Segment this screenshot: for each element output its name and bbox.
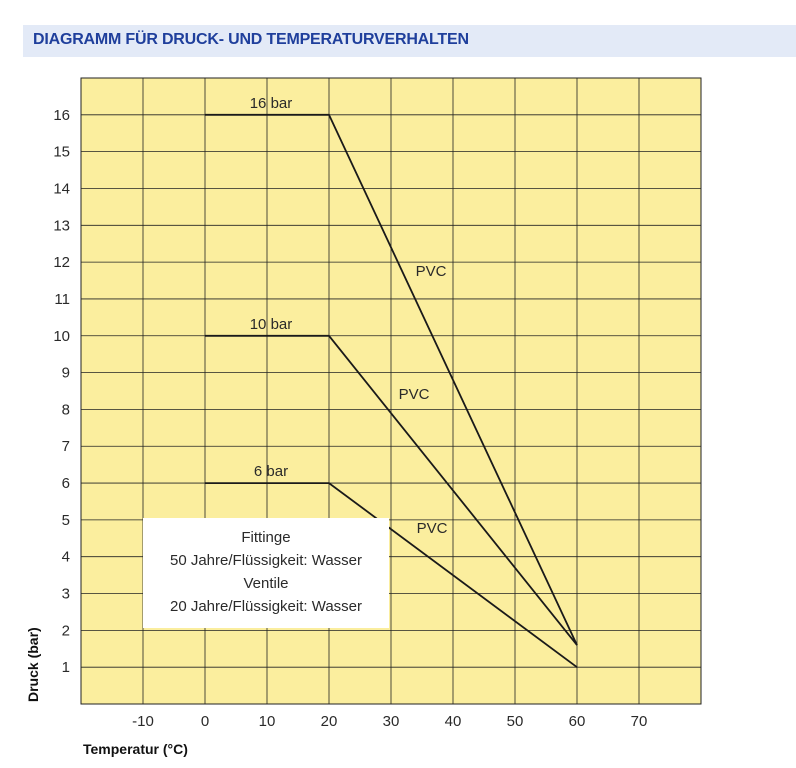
y-tick-label: 3	[61, 585, 70, 603]
x-tick-label: 20	[320, 713, 338, 730]
x-tick-label: 50	[506, 713, 524, 730]
x-tick-label: 0	[200, 713, 210, 730]
y-tick-label: 14	[53, 180, 70, 198]
info-line-fittings-lifetime: 50 Jahre/Flüssigkeit: Wasser	[169, 552, 362, 569]
y-tick-label: 8	[61, 401, 70, 419]
curve-material-label: PVC	[415, 263, 447, 280]
y-tick-label: 9	[61, 364, 70, 382]
y-tick-label: 1	[61, 659, 70, 677]
y-axis-ticks	[53, 107, 70, 676]
x-tick-label: 40	[444, 713, 462, 730]
legend-info-box	[143, 518, 389, 628]
y-tick-label: 10	[53, 327, 70, 345]
x-axis-ticks	[132, 713, 647, 730]
x-tick-label: 30	[382, 713, 400, 730]
x-tick-label: 10	[258, 713, 276, 730]
series-name-label: 6 bar	[253, 463, 289, 481]
y-tick-label: 4	[61, 548, 70, 566]
y-tick-label: 16	[53, 106, 70, 124]
info-line-valves: Ventile	[243, 575, 289, 592]
y-tick-label: 15	[53, 143, 70, 161]
y-tick-label: 7	[61, 438, 70, 456]
series-name-label: 16 bar	[249, 94, 293, 112]
x-axis-label: Temperatur (°C)	[83, 741, 188, 757]
info-line-valves-lifetime: 20 Jahre/Flüssigkeit: Wasser	[169, 598, 362, 615]
page-title: DIAGRAMM FÜR DRUCK- UND TEMPERATURVERHALTEN	[33, 31, 469, 48]
curve-material-label: PVC	[416, 520, 448, 537]
x-tick-label: 70	[630, 713, 648, 730]
y-axis-label: Druck (bar)	[25, 627, 41, 702]
x-tick-label: -10	[132, 713, 154, 730]
y-tick-label: 13	[53, 217, 70, 235]
y-tick-label: 12	[53, 254, 70, 272]
info-line-fittings: Fittinge	[241, 529, 291, 546]
y-tick-label: 5	[61, 511, 70, 529]
y-tick-label: 2	[61, 622, 70, 640]
curve-material-label: PVC	[398, 386, 430, 403]
y-tick-label: 6	[61, 475, 70, 493]
y-tick-label: 11	[54, 290, 70, 308]
x-tick-label: 60	[568, 713, 586, 730]
series-name-label: 10 bar	[249, 315, 293, 333]
